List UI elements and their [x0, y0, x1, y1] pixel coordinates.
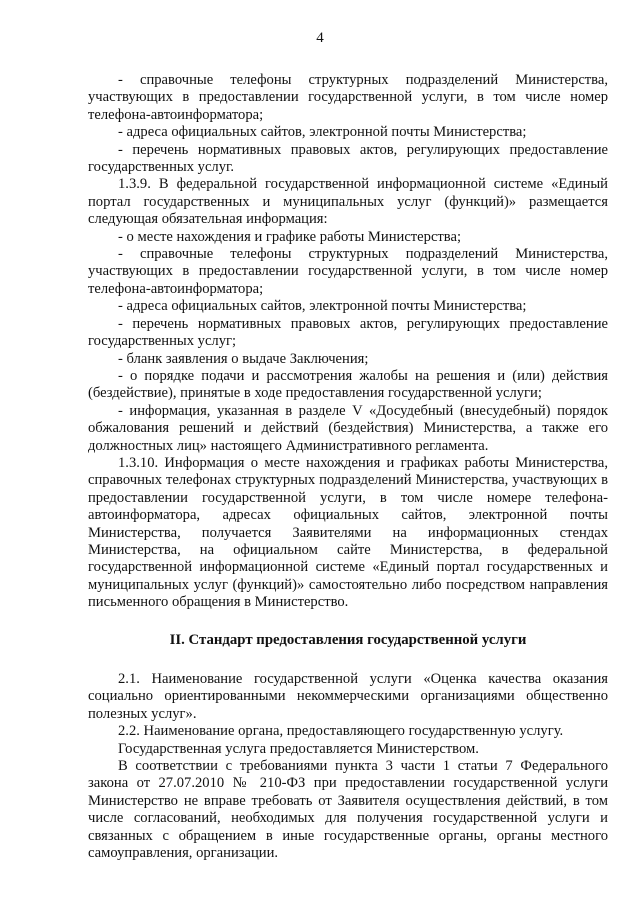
paragraph-1-3-10: 1.3.10. Информация о месте нахождения и графиках работы Министерства, справочных телефонах структурных подразделений Министерства, участвующих в предоставлении государственной услуги, в том числе номере телефона-автоинформатора, адресах официальных сайтов, электронной почты Министерства, получается Заявителями на информационных стендах Министерства, на официальном сайте Министерства, в федеральной государственной информационной системе «Единый портал государственных и муниципальных услуг (функций)» самостоятельно либо посредством направления письменного обращения в Министерство. [88, 454, 608, 611]
paragraph-1-3-9: 1.3.9. В федеральной государственной информационной системе «Единый портал государственных и муниципальных услуг (функций)» размещается следующая обязательная информация: [88, 176, 608, 228]
document-body [88, 72, 608, 862]
paragraph-requirements: В соответствии с требованиями пункта 3 части 1 статьи 7 Федерального закона от 27.07.2010 № 210-ФЗ при предоставлении государственной услуги Министерство не вправе требовать от Заявителя осуществления действий, в том числе согласований, необходимых для получения государственной услуги и связанных с обращением в иные государственные органы, органы местного самоуправления, организации. [88, 758, 608, 862]
paragraph-legal-acts-2: - перечень нормативных правовых актов, регулирующих предоставление государственных услуг; [88, 315, 608, 350]
section-heading: II. Стандарт предоставления государственной услуги [169, 631, 527, 648]
paragraph-websites: - адреса официальных сайтов, электронной почты Министерства; [118, 124, 527, 141]
paragraph-websites-2: - адреса официальных сайтов, электронной почты Министерства; [118, 298, 527, 315]
paragraph-phones-2: - справочные телефоны структурных подразделений Министерства, участвующих в предоставлении государственной услуги, в том числе номер телефона-автоинформатора; [88, 246, 608, 297]
page-number: 4 [316, 30, 324, 46]
paragraph-service-provider: Государственная услуга предоставляется Министерством. [118, 740, 479, 757]
paragraph-location: - о месте нахождения и графике работы Министерства; [118, 228, 462, 245]
paragraph-legal-acts: - перечень нормативных правовых актов, регулирующих предоставление государственных услуг. [88, 141, 608, 176]
paragraph-2-1: 2.1. Наименование государственной услуги «Оценка качества оказания социально ориентированными некоммерческими организациями общественно полезных услуг». [88, 671, 608, 722]
paragraph-complaints: - о порядке подачи и рассмотрения жалобы на решения и (или) действия (бездействие), принятые в ходе предоставления государственной услуги; [88, 367, 608, 402]
paragraph-2-2: 2.2. Наименование органа, предоставляющего государственную услугу. [118, 723, 564, 740]
paragraph-phones: - справочные телефоны структурных подразделений Министерства, участвующих в предоставлении государственной услуги, в том числе номер телефона-автоинформатора; [88, 72, 608, 123]
paragraph-application-form: - бланк заявления о выдаче Заключения; [118, 350, 369, 367]
paragraph-section-v: - информация, указанная в разделе V «Досудебный (внесудебный) порядок обжалования решений и действий (бездействия) Министерства, а также его должностных лиц» настоящего Административного регламента. [88, 402, 608, 454]
